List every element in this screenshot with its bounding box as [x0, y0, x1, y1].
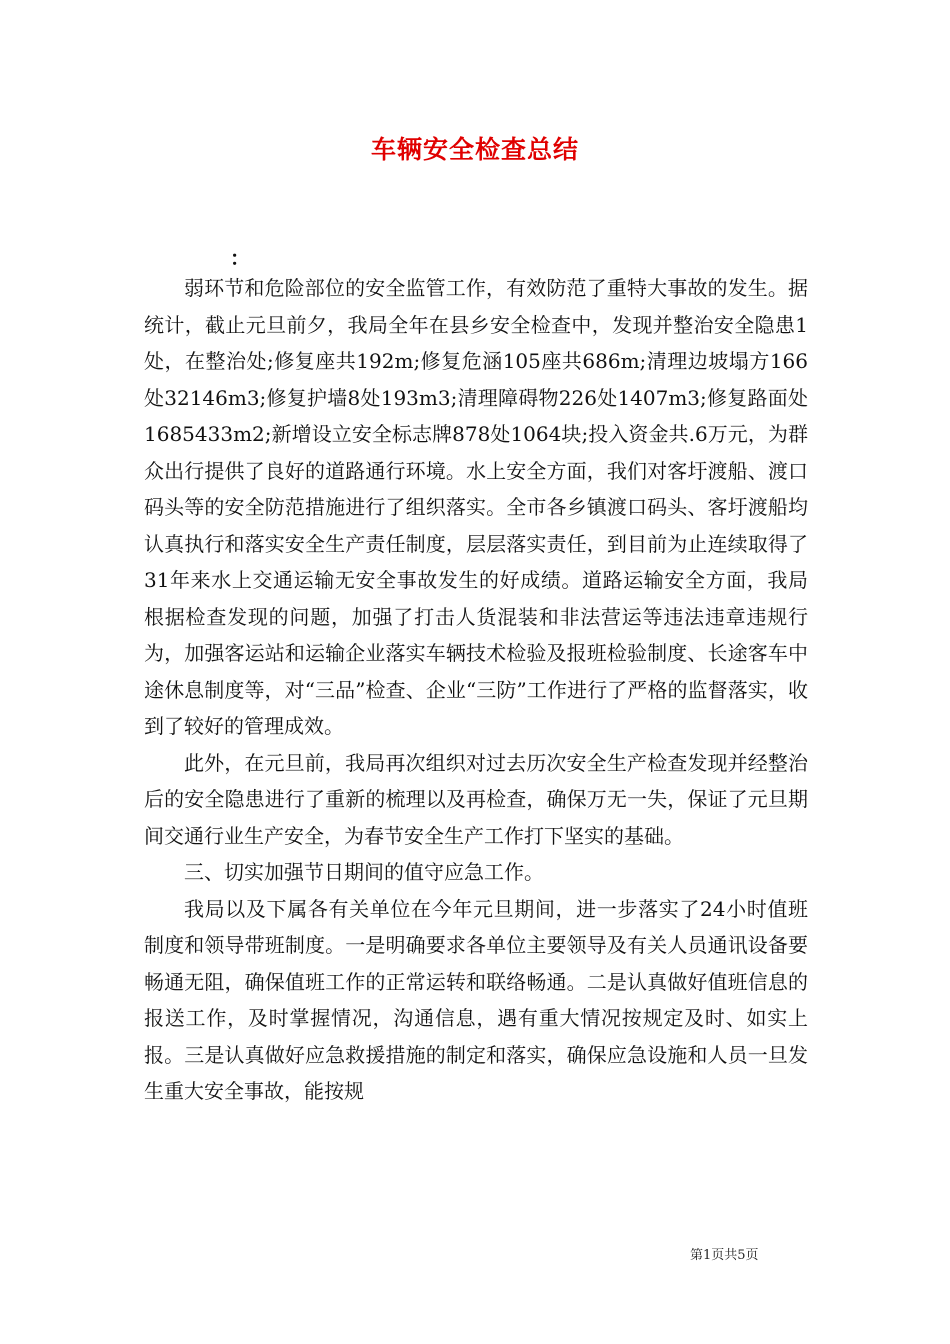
- paragraph-heading-three: 三、切实加强节日期间的值守应急工作。: [184, 860, 544, 884]
- page-title: 车辆安全检查总结: [370, 135, 579, 164]
- colon-mark: ：: [230, 246, 250, 270]
- document-body: [144, 270, 808, 1110]
- paragraph-recheck: 此外，在元旦前，我局再次组织对过去历次安全生产检查发现并经整治后的安全隐患进行了重新的梳理以及再检查，确保万无一失，保证了元旦期间交通行业生产安全，为春节安全生产工作打下坚实的基础。: [144, 750, 808, 848]
- page-number: 第1页共5页: [690, 1248, 759, 1263]
- paragraph-duty-system: 我局以及下属各有关单位在今年元旦期间，进一步落实了24小时值班制度和领导带班制度。一是明确要求各单位主要领导及有关人员通讯设备要畅通无阻，确保值班工作的正常运转和联络畅通。二是认真做好值班信息的报送工作，及时掌握情况，沟通信息，遇有重大情况按规定及时、如实上报。三是认真做好应急救援措施的制定和落实，确保应急设施和人员一旦发生重大安全事故，能按规: [144, 896, 808, 1103]
- paragraph-safety-work: 弱环节和危险部位的安全监管工作，有效防范了重特大事故的发生。据统计，截止元旦前夕，我局全年在县乡安全检查中，发现并整治安全隐患1处，在整治处;修复座共192m;修复危涵105座共686m;清理边坡塌方166处32146m3;修复护墙8处193m3;清理障碍物226处1407m3;修复路面处1685433m2;新增设立安全标志牌878处1064块;投入资金共.6万元，为群众出行提供了良好的道路通行环境。水上安全方面，我们对客圩渡船、渡口码头等的安全防范措施进行了组织落实。全市各乡镇渡口码头、客圩渡船均认真执行和落实安全生产责任制度，层层落实责任，到目前为止连续取得了31年来水上交通运输无安全事故发生的好成绩。道路运输安全方面，我局根据检查发现的问题，加强了打击人货混装和非法营运等违法违章违规行为，加强客运站和运输企业落实车辆技术检验及报班检验制度、长途客车中途休息制度等，对“三品”检查、企业“三防”工作进行了严格的监督落实，收到了较好的管理成效。: [144, 276, 808, 738]
